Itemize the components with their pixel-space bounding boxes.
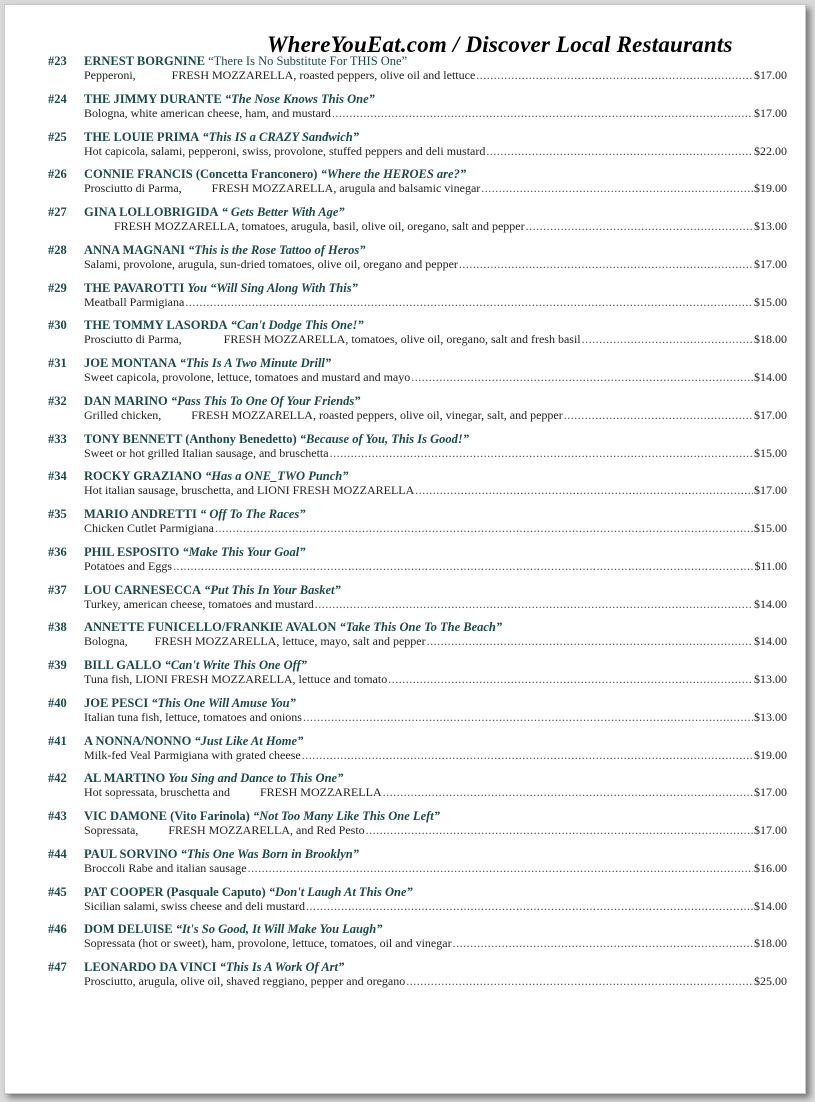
item-description: Prosciutto, arugula, olive oil, shaved reggiano, pepper and oregano	[84, 974, 406, 988]
item-price: $17.00	[754, 407, 787, 422]
dot-leader	[315, 597, 753, 612]
item-title-line	[84, 130, 359, 145]
item-tagline: You Sing and Dance to This One”	[168, 771, 344, 786]
item-description: Milk-fed Veal Parmigiana with grated cheese	[84, 747, 301, 762]
item-number: #46	[48, 922, 67, 937]
item-tagline: “Can't Dodge This One!”	[230, 318, 364, 333]
item-tagline: “Put This In Your Basket”	[204, 582, 341, 597]
item-description-line	[84, 672, 787, 688]
item-description-line	[84, 861, 787, 877]
item-tagline: “Just Like At Home”	[194, 733, 304, 748]
item-description-line	[84, 559, 787, 575]
item-description: Prosciutto di Parma, FRESH MOZZARELLA, tomatoes, olive oil, oregano, salt and fresh basil	[84, 332, 581, 347]
item-number: #24	[48, 91, 67, 106]
item-title-line	[84, 243, 366, 258]
item-number: #42	[48, 771, 67, 786]
item-description-line	[84, 408, 787, 424]
menu-item	[5, 545, 805, 581]
item-price: $16.00	[754, 860, 787, 875]
item-name: JOE MONTANA	[84, 356, 177, 370]
dot-leader	[303, 710, 753, 725]
item-description-line	[84, 106, 787, 122]
item-tagline: “ Gets Better With Age”	[221, 205, 345, 219]
item-tagline: “It's So Good, It Will Make You Laugh”	[175, 922, 383, 937]
item-name: DAN MARINO	[84, 393, 168, 408]
item-number: #47	[48, 960, 67, 974]
item-number: #34	[48, 469, 67, 484]
item-name: VIC DAMONE (Vito Farinola)	[84, 809, 250, 823]
menu-item	[5, 809, 805, 845]
dot-leader	[383, 785, 753, 800]
item-number: #33	[48, 431, 67, 446]
item-description: Salami, provolone, arugula, sun-dried tomatoes, olive oil, oregano and pepper	[84, 256, 458, 271]
item-title-line	[84, 356, 331, 371]
item-tagline: “Not Too Many Like This One Left”	[252, 809, 440, 823]
dot-leader	[481, 181, 753, 196]
item-title-line	[84, 960, 344, 975]
menu-item	[5, 432, 805, 468]
item-description: Sweet or hot grilled Italian sausage, and bruschetta	[84, 445, 329, 460]
item-title-line	[84, 92, 375, 107]
dot-leader	[248, 861, 753, 876]
item-title-line	[84, 620, 502, 635]
item-price: $25.00	[754, 974, 787, 988]
item-price: $13.00	[754, 709, 787, 724]
item-number: #36	[48, 544, 67, 559]
dot-leader	[415, 483, 753, 498]
item-title-line	[84, 432, 469, 447]
item-number: #30	[48, 318, 67, 333]
dot-leader	[388, 672, 753, 687]
item-title-line	[84, 583, 341, 598]
item-number: #37	[48, 582, 67, 597]
item-number: #32	[48, 393, 67, 408]
item-description: Turkey, american cheese, tomatoes and mustard	[84, 596, 314, 611]
item-tagline: You “Will Sing Along With This”	[187, 280, 358, 295]
item-name: ANNA MAGNANI	[84, 242, 186, 257]
menu-item	[5, 167, 805, 203]
dot-leader	[476, 68, 753, 83]
item-name: PAUL SORVINO	[84, 846, 178, 861]
menu-item	[5, 658, 805, 694]
item-price: $11.00	[754, 558, 787, 573]
item-description-line	[84, 597, 787, 613]
menu-item	[5, 507, 805, 543]
item-description-line	[84, 710, 787, 726]
menu-item	[5, 318, 805, 354]
item-title-line	[84, 658, 307, 673]
item-number: #25	[48, 129, 67, 144]
item-description: Chicken Cutlet Parmigiana	[84, 521, 214, 535]
item-price: $14.00	[754, 596, 787, 611]
item-description: Prosciutto di Parma, FRESH MOZZARELLA, arugula and balsamic vinegar	[84, 181, 481, 196]
item-tagline: “Can't Write This One Off”	[164, 658, 307, 672]
item-description: Italian tuna fish, lettuce, tomatoes and onions	[84, 709, 302, 724]
item-title-line	[84, 922, 382, 937]
item-description: Hot capicola, salami, pepperoni, swiss, provolone, stuffed peppers and deli mustard	[84, 143, 486, 158]
item-tagline: “Has a ONE_TWO Punch”	[205, 469, 349, 484]
item-price: $19.00	[754, 181, 787, 196]
item-tagline: “Take This One To The Beach”	[339, 620, 503, 635]
item-name: CONNIE FRANCIS (Concetta Franconero)	[84, 167, 318, 182]
dot-leader	[427, 634, 753, 649]
item-number: #26	[48, 167, 67, 182]
item-number: #41	[48, 733, 67, 748]
item-title-line	[84, 205, 345, 220]
item-description-line	[84, 68, 787, 84]
dot-leader	[486, 144, 753, 159]
item-description-line	[84, 936, 787, 952]
dot-leader	[411, 370, 753, 385]
item-name: LOU CARNESECCA	[84, 582, 202, 597]
item-description-line	[84, 483, 787, 499]
menu-item	[5, 771, 805, 807]
item-name: THE LOUIE PRIMA	[84, 129, 200, 144]
item-title-line	[84, 167, 466, 182]
dot-leader	[302, 748, 753, 763]
item-title-line	[84, 696, 296, 711]
item-description-line	[84, 219, 787, 235]
menu-item	[5, 620, 805, 656]
menu-item	[5, 583, 805, 619]
menu-item	[5, 92, 805, 128]
item-price: $14.00	[754, 898, 787, 913]
item-name: THE TOMMY LASORDA	[84, 318, 228, 333]
item-price: $17.00	[754, 823, 787, 837]
item-price: $17.00	[754, 256, 787, 271]
item-name: LEONARDO DA VINCI	[84, 960, 217, 974]
item-tagline: “This One Will Amuse You”	[151, 695, 296, 710]
item-title-line	[84, 809, 440, 824]
item-number: #35	[48, 507, 67, 521]
item-price: $17.00	[754, 68, 787, 82]
menu-item	[5, 394, 805, 430]
menu-item	[5, 734, 805, 770]
item-price: $13.00	[754, 672, 787, 686]
site-title: WhereYouEat.com / Discover Local Restaurants	[267, 32, 733, 57]
item-description-line	[84, 446, 787, 462]
item-title-line	[84, 281, 358, 296]
menu-page	[4, 4, 806, 1094]
item-title-line	[84, 885, 413, 900]
item-price: $17.00	[754, 785, 787, 800]
item-tagline: “This is the Rose Tattoo of Heros”	[188, 242, 366, 257]
item-number: #38	[48, 620, 67, 635]
item-number: #43	[48, 809, 67, 823]
item-description-line	[84, 181, 787, 197]
item-price: $18.00	[754, 936, 787, 951]
item-number: #44	[48, 846, 67, 861]
menu-item	[5, 54, 805, 90]
item-number: #45	[48, 884, 67, 899]
item-description: Bologna, FRESH MOZZARELLA, lettuce, mayo, salt and pepper	[84, 634, 426, 649]
item-name: MARIO ANDRETTI	[84, 507, 197, 521]
item-tagline: “The Nose Knows This One”	[224, 91, 375, 106]
item-tagline: “Because of You, This Is Good!”	[299, 431, 470, 446]
item-description: Sweet capicola, provolone, lettuce, tomatoes and mustard and mayo	[84, 370, 411, 384]
item-title-line	[84, 545, 305, 560]
menu-item	[5, 243, 805, 279]
item-title-line	[84, 394, 360, 409]
item-name: AL MARTINO	[84, 771, 166, 786]
item-price: $17.00	[754, 105, 787, 120]
item-number: #29	[48, 280, 67, 295]
item-name: PAT COOPER (Pasquale Caputo)	[84, 884, 266, 899]
item-number: #27	[48, 205, 67, 219]
menu-item	[5, 885, 805, 921]
item-tagline: “There Is No Substitute For THIS One”	[208, 54, 408, 68]
item-price: $14.00	[754, 634, 787, 649]
dot-leader	[453, 936, 753, 951]
item-description-line	[84, 974, 787, 990]
item-description: FRESH MOZZARELLA, tomatoes, arugula, basil, olive oil, oregano, salt and pepper	[84, 219, 525, 233]
item-tagline: “This Is A Work Of Art”	[219, 960, 345, 974]
item-tagline: “This IS a CRAZY Sandwich”	[202, 129, 359, 144]
dot-leader	[526, 219, 753, 234]
item-description-line	[84, 823, 787, 839]
item-name: ROCKY GRAZIANO	[84, 469, 202, 484]
item-description: Broccoli Rabe and italian sausage	[84, 860, 247, 875]
item-title-line	[84, 771, 343, 786]
dot-leader	[366, 823, 753, 838]
item-tagline: “ Off To The Races”	[200, 507, 306, 521]
item-price: $22.00	[754, 143, 787, 158]
item-price: $19.00	[754, 747, 787, 762]
item-tagline: “Make This Your Goal”	[182, 544, 306, 559]
item-description-line	[84, 521, 787, 537]
item-price: $17.00	[754, 483, 787, 498]
dot-leader	[330, 446, 753, 461]
item-description: Potatoes and Eggs	[84, 558, 172, 573]
item-description-line	[84, 332, 787, 348]
item-description: Grilled chicken, FRESH MOZZARELLA, roasted peppers, olive oil, vinegar, salt, and pepper	[84, 407, 563, 422]
dot-leader	[173, 559, 753, 574]
item-name: ANNETTE FUNICELLO/FRANKIE AVALON	[84, 620, 337, 635]
menu-item	[5, 960, 805, 996]
dot-leader	[332, 106, 753, 121]
item-number: #28	[48, 242, 67, 257]
item-price: $15.00	[754, 445, 787, 460]
item-number: #40	[48, 695, 67, 710]
item-description-line	[84, 785, 787, 801]
item-description: Sopressata (hot or sweet), ham, provolone, lettuce, tomatoes, oil and vinegar	[84, 936, 452, 951]
menu-item	[5, 356, 805, 392]
dot-leader	[185, 295, 753, 310]
item-tagline: “Don't Laugh At This One”	[268, 884, 413, 899]
item-name: ERNEST BORGNINE	[84, 54, 205, 68]
item-description: Hot italian sausage, bruschetta, and LIONI FRESH MOZZARELLA	[84, 483, 415, 498]
item-tagline: “Where the HEROES are?”	[320, 167, 467, 182]
item-title-line	[84, 734, 303, 749]
menu-item	[5, 205, 805, 241]
item-name: THE JIMMY DURANTE	[84, 91, 222, 106]
dot-leader	[459, 257, 753, 272]
item-name: THE PAVAROTTI	[84, 280, 185, 295]
item-tagline: “Pass This To One Of Your Friends”	[170, 393, 361, 408]
item-description: Hot sopressata, bruschetta and FRESH MOZZARELLA	[84, 785, 382, 800]
menu-item	[5, 281, 805, 317]
item-title-line	[84, 318, 364, 333]
item-description-line	[84, 295, 787, 311]
dot-leader	[564, 408, 753, 423]
item-description: Sopressata, FRESH MOZZARELLA, and Red Pesto	[84, 823, 365, 837]
item-name: TONY BENNETT (Anthony Benedetto)	[84, 431, 297, 446]
item-price: $13.00	[754, 219, 787, 233]
menu-item	[5, 130, 805, 166]
item-description-line	[84, 748, 787, 764]
item-description-line	[84, 257, 787, 273]
menu-item	[5, 696, 805, 732]
item-price: $15.00	[754, 521, 787, 535]
item-title-line	[84, 507, 306, 522]
menu-item	[5, 847, 805, 883]
item-description-line	[84, 899, 787, 915]
dot-leader	[582, 332, 753, 347]
item-name: JOE PESCI	[84, 695, 149, 710]
item-description: Meatball Parmigiana	[84, 294, 185, 309]
item-name: DOM DELUISE	[84, 922, 173, 937]
dot-leader	[306, 899, 753, 914]
item-description-line	[84, 144, 787, 160]
item-price: $15.00	[754, 294, 787, 309]
item-title-line	[84, 54, 407, 69]
item-name: GINA LOLLOBRIGIDA	[84, 205, 219, 219]
item-number: #31	[48, 356, 67, 370]
item-price: $18.00	[754, 332, 787, 347]
item-number: #23	[48, 54, 67, 68]
dot-leader	[406, 974, 753, 989]
item-title-line	[84, 469, 349, 484]
item-description: Tuna fish, LIONI FRESH MOZZARELLA, lettuce and tomato	[84, 672, 388, 686]
item-name: BILL GALLO	[84, 658, 162, 672]
menu-item	[5, 922, 805, 958]
menu-item	[5, 469, 805, 505]
item-name: A NONNA/NONNO	[84, 733, 192, 748]
item-name: PHIL ESPOSITO	[84, 544, 180, 559]
item-tagline: “This Is A Two Minute Drill”	[179, 356, 332, 370]
item-tagline: “This One Was Born in Brooklyn”	[180, 846, 359, 861]
item-price: $14.00	[754, 370, 787, 384]
item-description-line	[84, 634, 787, 650]
item-description-line	[84, 370, 787, 386]
item-number: #39	[48, 658, 67, 672]
item-description: Bologna, white american cheese, ham, and mustard	[84, 105, 331, 120]
dot-leader	[215, 521, 753, 536]
item-title-line	[84, 847, 359, 862]
item-description: Sicilian salami, swiss cheese and deli mustard	[84, 898, 305, 913]
item-description: Pepperoni, FRESH MOZZARELLA, roasted peppers, olive oil and lettuce	[84, 68, 476, 82]
